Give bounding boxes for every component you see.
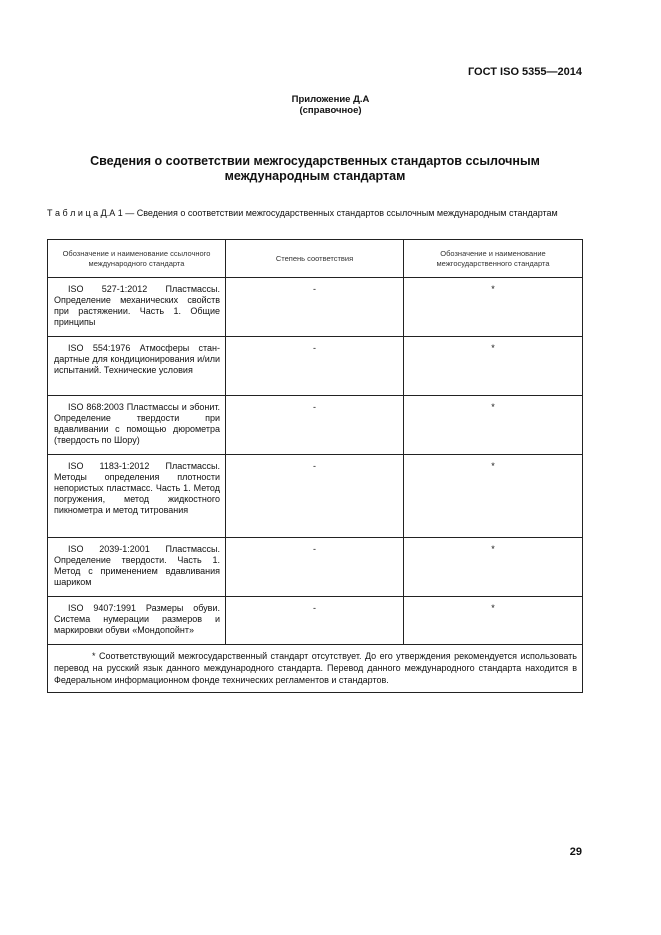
interstate-standard-cell: * [404,396,583,455]
interstate-standard-cell: * [404,337,583,396]
table-header-row [48,240,583,278]
degree-cell: - [226,396,404,455]
international-standard-cell: ISO 527-1:2012 Пластмассы. Определение механических свойств при растяжении. Часть 1. Общие принципы [48,278,226,337]
degree-cell: - [226,538,404,597]
interstate-standard-cell: * [404,455,583,538]
degree-cell: - [226,597,404,645]
international-standard-cell: ISO 554:1976 Атмосферы стандартные для кондиционирования и/или испытаний. Технические условия [48,337,226,396]
table-caption: Т а б л и ц а Д.А 1 — Сведения о соответствии межгосударственных стандартов ссылочным международным стандартам [47,208,558,218]
degree-cell: - [226,278,404,337]
table-row [48,337,583,396]
international-standard-cell: ISO 868:2003 Пластмассы и эбонит. Определение твердости при вдавливании с помощью дюрометра (твердость по Шору) [48,396,226,455]
international-standard-cell: ISO 2039-1:2001 Пластмассы. Определение твердости. Часть 1. Метод с применением вдавливания шариком [48,538,226,597]
column-header-degree: Степень соответствия [226,240,404,278]
international-standard-cell: ISO 9407:1991 Размеры обуви. Система нумерации размеров и маркировки обуви «Мондопойнт» [48,597,226,645]
international-standard-cell: ISO 1183-1:2012 Пластмассы. Методы определения плотности непористых пластмасс. Часть 1. Метод погружения, метод жидкостного пикнометра и метод титрования [48,455,226,538]
table-footnote: * Соответствующий межгосударственный стандарт отсутствует. До его утверждения рекомендуется использовать перевод на русский язык данного международного стандарта. Перевод данного международного стандарта находится в Федеральном информационном фонде технических регламентов и стандартов. [48,645,583,693]
interstate-standard-cell: * [404,278,583,337]
appendix-label: Приложение Д.А [291,94,370,105]
correspondence-table [47,239,583,693]
degree-cell: - [226,337,404,396]
interstate-standard-cell: * [404,538,583,597]
page-number: 29 [569,846,582,858]
table-footnote-row [48,645,583,693]
appendix-type: (справочное) [299,105,362,116]
table-row [48,455,583,538]
appendix-title: Сведения о соответствии межгосударственных стандартов ссылочным международным стандартам [90,154,540,183]
document-code-header: ГОСТ ISO 5355—2014 [467,66,582,78]
interstate-standard-cell: * [404,597,583,645]
degree-cell: - [226,455,404,538]
table-row [48,396,583,455]
table-row [48,278,583,337]
appendix-heading [0,94,661,116]
column-header-interstate: Обозначение и наименование межгосударственного стандарта [404,240,583,278]
table-row [48,538,583,597]
column-header-international: Обозначение и наименование ссылочного международного стандарта [48,240,226,278]
table-row [48,597,583,645]
